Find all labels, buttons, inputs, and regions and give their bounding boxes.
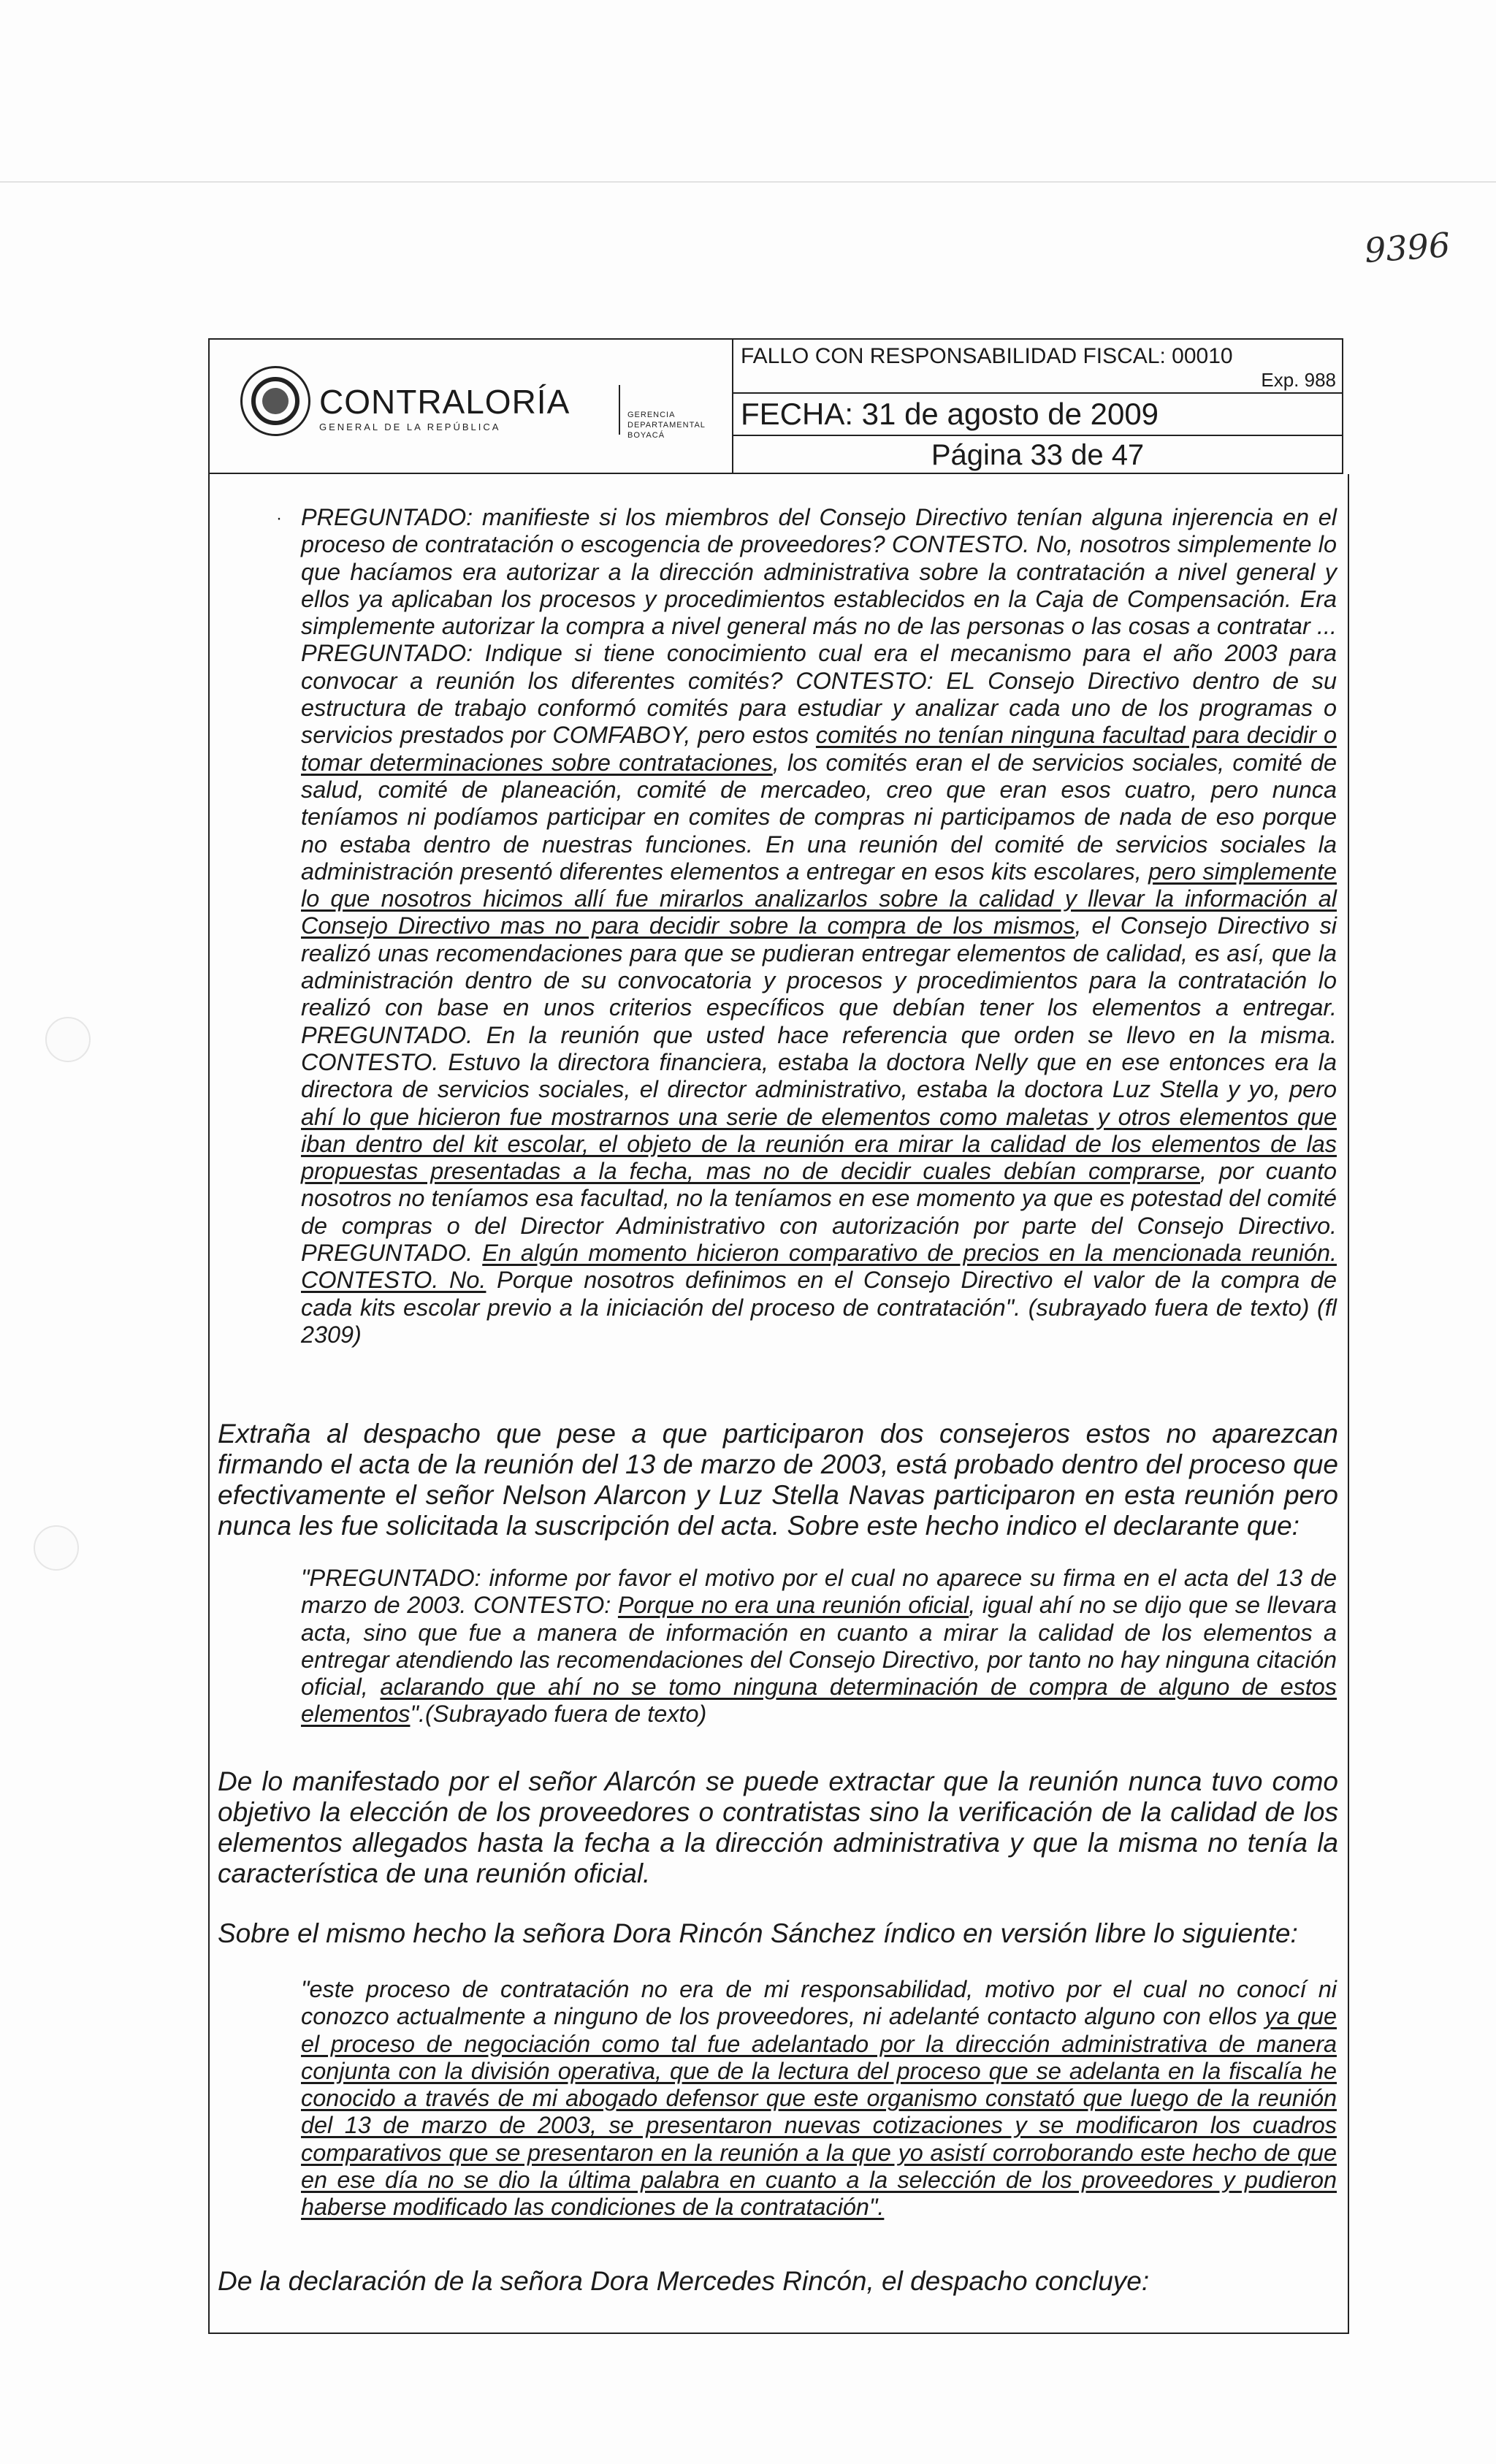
logo-department-line2: BOYACÁ [627, 431, 665, 440]
expediente-number: Exp. 988 [1261, 369, 1336, 391]
contraloria-logo-icon [240, 366, 310, 436]
logo-divider [619, 385, 620, 435]
header-fecha-row [733, 394, 1342, 436]
punch-hole-top [45, 1017, 91, 1062]
paragraph-sobre-mismo-hecho: Sobre el mismo hecho la señora Dora Rincón Sánchez índico en versión libre lo siguiente: [218, 1918, 1298, 1948]
quote2-text: ".(Subrayado fuera de texto) [410, 1701, 707, 1728]
quote1-text: , por cuanto nosotros no teníamos esa facultad, no la teníamos en ese momento ya que es potestad del comité de compras o del Director Administrativo con autorización por parte del Consejo Directivo. PREGUNTADO. [301, 1158, 1337, 1267]
scan-page-edge [0, 181, 1496, 183]
quote1-underlined: ahí lo que hicieron fue mostrarnos una serie de elementos como maletas y otros elementos que iban dentro del kit escolar, el objeto de la reunión era mirar la calidad de los elementos de las propuestas presentadas a la fecha, mas no de decidir cuales debían comprarse [301, 1103, 1337, 1185]
quote2-underlined: aclarando que ahí no se tomo ninguna determinación de compra de alguno de estos elementos [301, 1674, 1337, 1728]
logo-subtitle: GENERAL DE LA REPÚBLICA [319, 422, 501, 432]
quote3-underlined: ya que el proceso de negociación como tal fue adelantado por la dirección administrativa de manera conjunta con la división operativa, que de la lectura del proceso que se adelanta en la fiscalía he conocido a través de mi abogado defensor que este organismo constató que luego de la reunión del 13 de marzo de 2003, se presentaron nuevas cotizaciones y se modificaron los cuadros comparativos que se presentaron en la reunión a la que yo asistí corroborando este hecho de que en ese día no se dio la última palabra en cuanto a la selección de los proveedores y pudieron haberse modificado las condiciones de la contratación". [301, 2003, 1337, 2221]
quote1-text: , los comités eran el de servicios sociales, comité de salud, comité de planeación, comité de mercadeo, creo que eran esos cuatro, pero nunca teníamos ni podíamos participar en comites de compras ni participamos de nada de eso porque no estaba dentro de nuestras funciones. En una reunión del comité de servicios sociales la administración presentó diferentes elementos a entregar en esos kits escolares, [301, 749, 1337, 885]
header-fallo-row [733, 340, 1342, 394]
quote2-text: "PREGUNTADO: informe por favor el motivo por el cual no aparece su firma en el acta del 13 de marzo de 2003. CONTESTO: [301, 1565, 1337, 1619]
handwritten-folio-number: 9396 [1363, 224, 1451, 271]
quote2-text: , igual ahí no se dijo que se llevara acta, sino que fue a manera de información en cuanto a mirar la calidad de los elementos a entregar atendiendo las recomendaciones del Consejo Directivo, por tanto no hay ninguna citación oficial, [301, 1592, 1337, 1701]
punch-hole-bottom [34, 1525, 79, 1571]
quote-testimony-alarcon [301, 504, 1337, 1349]
document-header [208, 338, 1343, 474]
paragraph-conclusion: De la declaración de la señora Dora Mercedes Rincón, el despacho concluye: [218, 2266, 1150, 2296]
header-pagina-row [733, 436, 1342, 473]
logo-department-line1: GERENCIA DEPARTAMENTAL [627, 411, 706, 430]
logo-cell [210, 340, 733, 473]
quote1-text: Porque nosotros definimos en el Consejo Directivo el valor de la compra de cada kits escolar previo a la iniciación del proceso de contratación". (subrayado fuera de texto) (fl 2309) [301, 1267, 1337, 1348]
quote1-text: , el Consejo Directivo si realizó unas recomendaciones para que se pudieran entregar elementos de calidad, es así, que la administración dentro de su convocatoria y procesos y procedimientos para la contratación lo realizó con base en unos criterios específicos que debían tener los elementos a entregar. PREGUNTADO. En la reunión que usted hace referencia que orden se llevo en la misma. CONTESTO. Estuvo la directora financiera, estaba la doctora Nelly que en ese entonces era la directora de servicios sociales, el director administrativo, estaba la doctora Luz Stella y yo, pero [301, 912, 1337, 1103]
paragraph-manifestado: De lo manifestado por el señor Alarcón se puede extractar que la reunión nunca tuvo como objetivo la elección de los proveedores o contratistas sino la verificación de la calidad de los elementos allegados hasta la fecha a la dirección administrativa y que la misma no tenía la característica de una reunión oficial. [218, 1766, 1338, 1888]
quote1-bullet: · [276, 508, 282, 528]
logo-department [627, 410, 732, 440]
logo-name: CONTRALORÍA [319, 383, 570, 421]
paragraph-extrana: Extraña al despacho que pese a que participaron dos consejeros estos no aparezcan firmando el acta de la reunión del 13 de marzo de 2003, está probado dentro del proceso que efectivamente el señor Nelson Alarcon y Luz Stella Navas participaron en esta reunión pero nunca les fue solicitada la suscripción del acta. Sobre este hecho indico el declarante que: [218, 1419, 1338, 1541]
quote1-underlined: pero simplemente lo que nosotros hicimos allí fue mirarlos analizarlos sobre la calidad y llevar la información al Consejo Directivo mas no para decidir sobre la compra de los mismos [301, 858, 1337, 939]
fallo-label: FALLO CON RESPONSABILIDAD FISCAL: 00010 [741, 344, 1233, 368]
quote-dora-rincon [301, 1976, 1337, 2221]
quote1-underlined: comités no tenían ninguna facultad para decidir o tomar determinaciones sobre contrataciones [301, 722, 1337, 776]
quote3-text: "este proceso de contratación no era de mi responsabilidad, motivo por el cual no conocí ni conozco actualmente a ninguno de los proveedores, ni adelanté contacto alguno con ellos [301, 1976, 1337, 2030]
quote2-underlined: Porque no era una reunión oficial [617, 1592, 969, 1619]
fecha-label: FECHA: 31 de agosto de 2009 [741, 397, 1159, 431]
quote1-underlined: En algún momento hicieron comparativo de precios en la mencionada reunión. CONTESTO. No. [301, 1240, 1337, 1294]
quote-firma-acta [301, 1565, 1337, 1728]
quote1-text: PREGUNTADO: manifieste si los miembros del Consejo Directivo tenían alguna injerencia en el proceso de contratación o escogencia de proveedores? CONTESTO. No, nosotros simplemente lo que hacíamos era autorizar a la dirección administrativa sobre la contratación a nivel general y ellos ya aplicaban los procesos y procedimientos establecidos en la Caja de Compensación. Era simplemente autorizar la compra a nivel general más no de las personas o las cosas a contratar ... PREGUNTADO: Indique si tiene conocimiento cual era el mecanismo para el año 2003 para convocar a reunión los diferentes comités? CONTESTO: EL Consejo Directivo dentro de su estructura de trabajo conformó comités para estudiar y analizar cada uno de los programas o servicios prestados por COMFABOY, pero estos [301, 504, 1337, 749]
page-number: Página 33 de 47 [931, 439, 1145, 471]
